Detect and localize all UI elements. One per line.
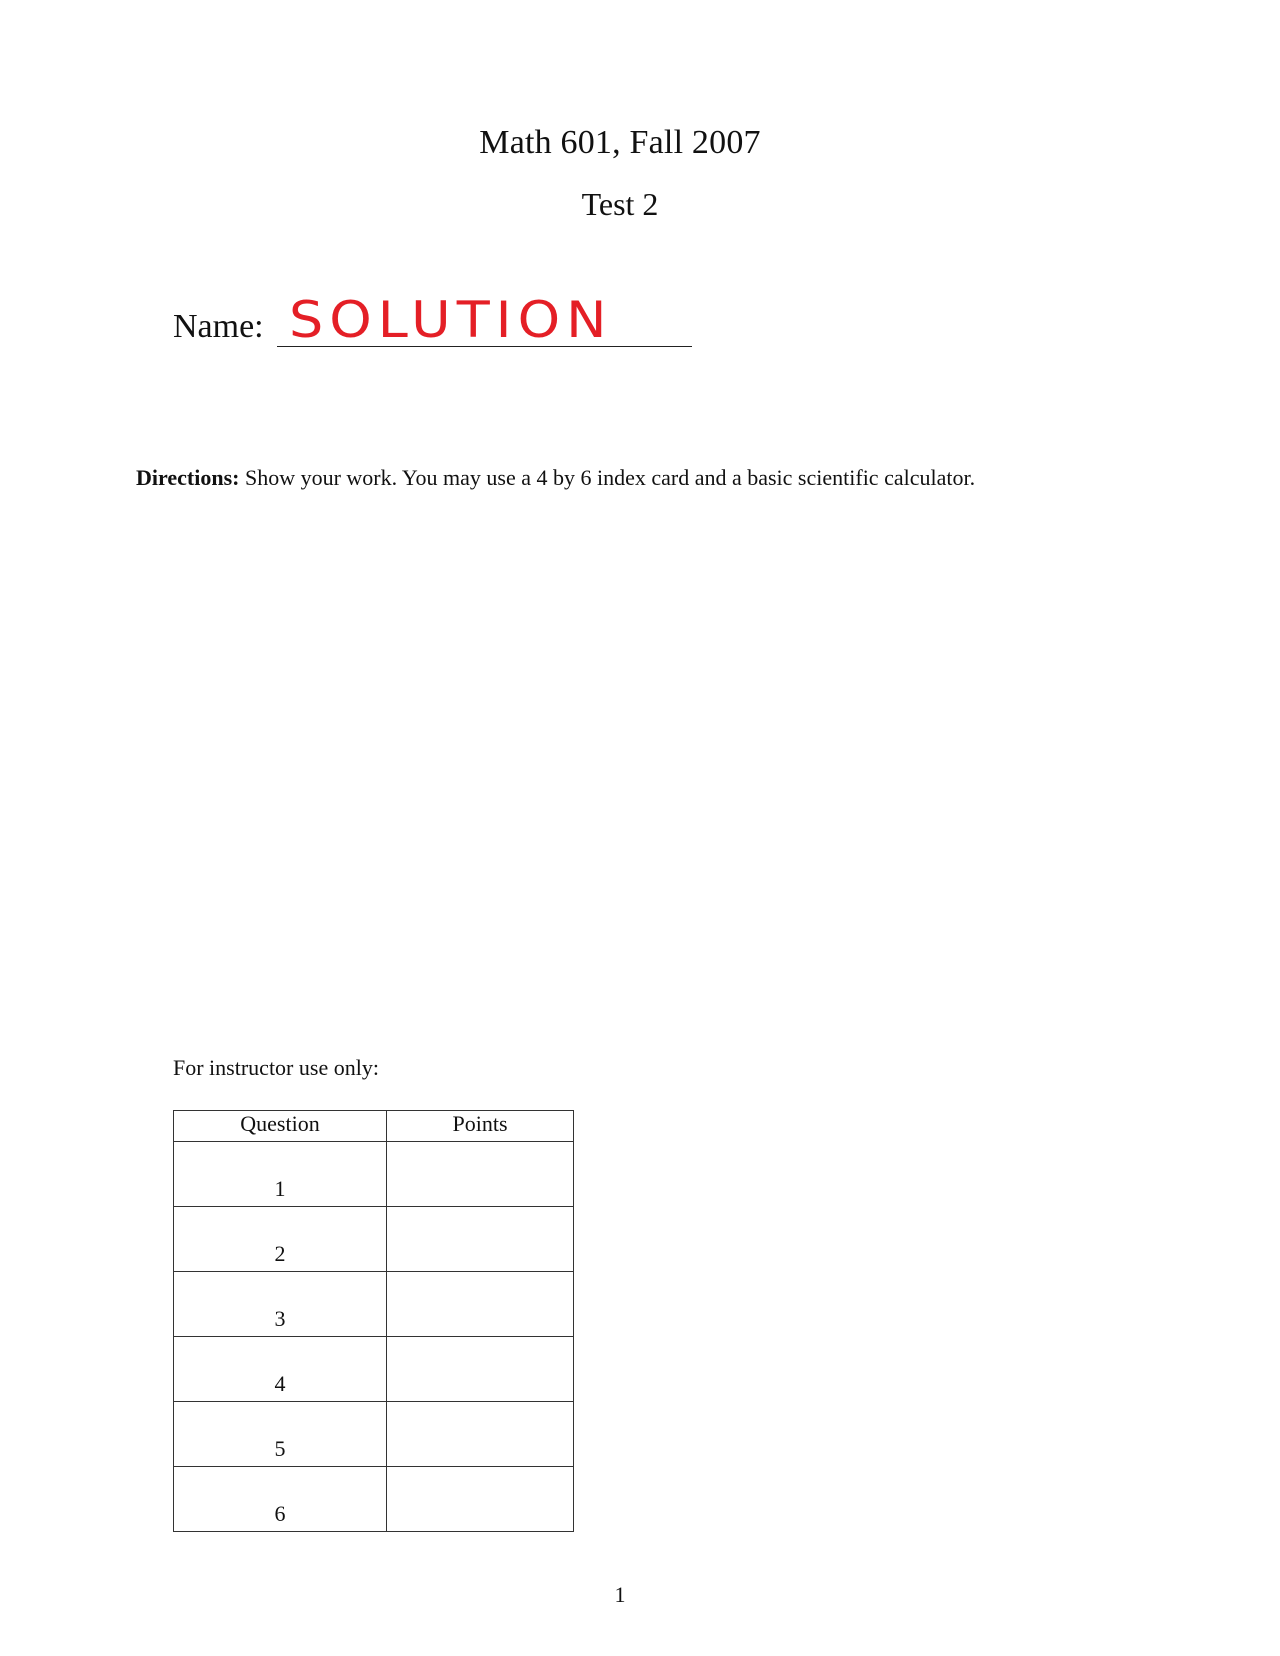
page-number: 1 xyxy=(614,1582,626,1607)
points-cell xyxy=(387,1142,574,1207)
points-cell xyxy=(387,1272,574,1337)
table-row xyxy=(174,1272,574,1337)
table-row xyxy=(174,1337,574,1402)
directions-text: Show your work. You may use a 4 by 6 index card and a basic scientific calculator. xyxy=(244,465,976,490)
name-handwritten-value: SOLUTION xyxy=(289,291,613,349)
table-row xyxy=(174,1402,574,1467)
question-number: 1 xyxy=(174,1142,387,1207)
grade-table xyxy=(173,1110,574,1532)
points-cell xyxy=(387,1467,574,1532)
instructor-note: For instructor use only: xyxy=(173,1055,379,1080)
table-row xyxy=(174,1207,574,1272)
table-row xyxy=(174,1142,574,1207)
question-column-header: Question xyxy=(174,1111,387,1142)
name-field xyxy=(173,291,693,350)
directions-paragraph xyxy=(136,462,1101,493)
name-label: Name: xyxy=(173,308,264,345)
grade-table-header-row xyxy=(174,1111,574,1142)
exam-title: Math 601, Fall 2007 xyxy=(479,124,761,161)
exam-subtitle: Test 2 xyxy=(581,186,659,222)
question-number: 5 xyxy=(174,1402,387,1467)
points-cell xyxy=(387,1207,574,1272)
question-number: 6 xyxy=(174,1467,387,1532)
points-column-header: Points xyxy=(387,1111,574,1142)
directions-label: Directions: xyxy=(136,465,240,490)
question-number: 2 xyxy=(174,1207,387,1272)
question-number: 4 xyxy=(174,1337,387,1402)
table-row xyxy=(174,1467,574,1532)
points-cell xyxy=(387,1337,574,1402)
points-cell xyxy=(387,1402,574,1467)
question-number: 3 xyxy=(174,1272,387,1337)
